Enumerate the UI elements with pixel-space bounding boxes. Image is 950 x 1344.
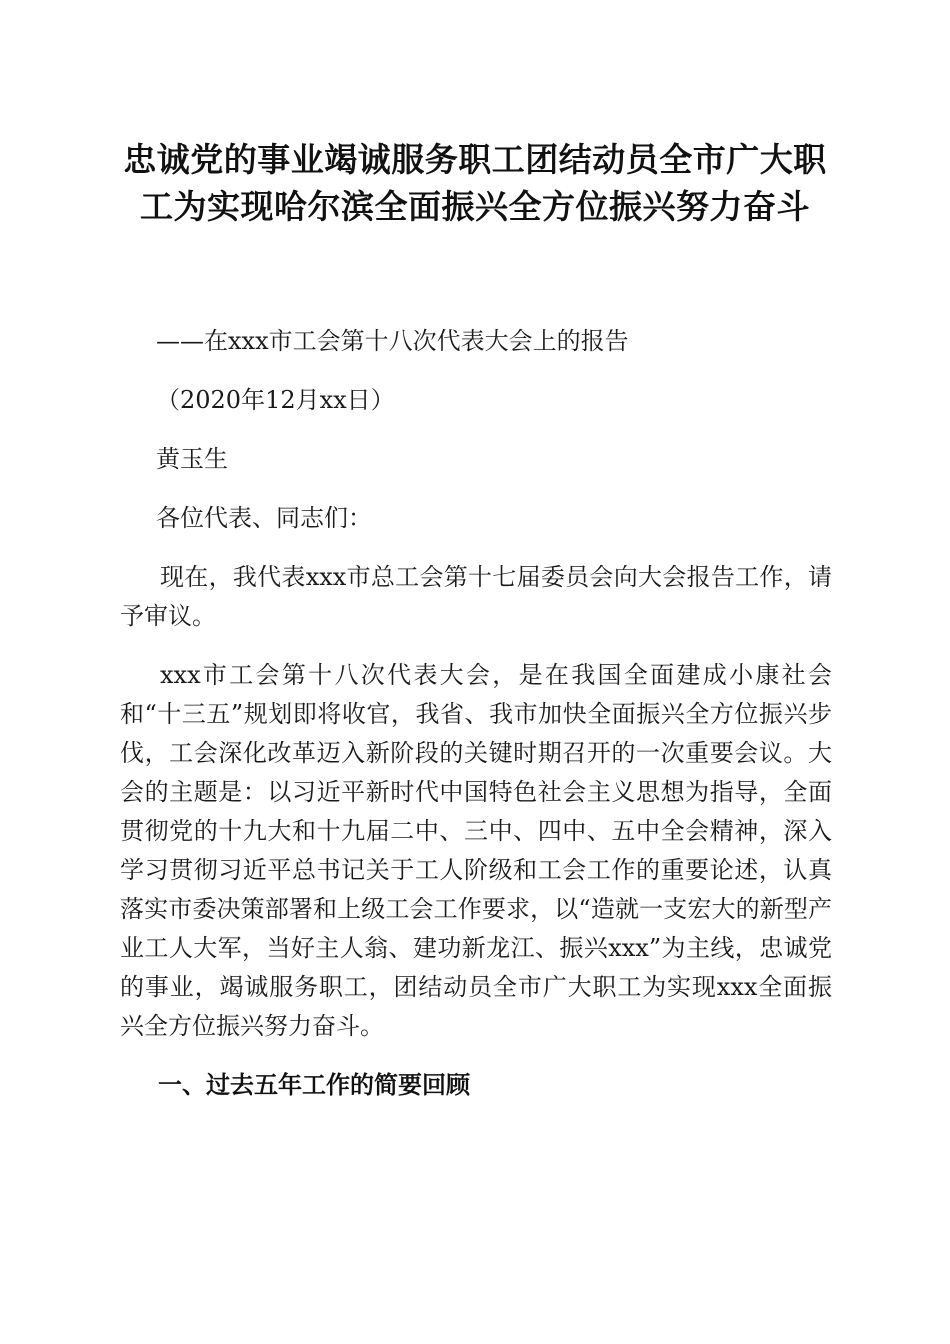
paragraph-opening: 现在，我代表xxx市总工会第十七届委员会向大会报告工作，请予审议。 xyxy=(120,563,832,630)
subtitle: ——在xxx市工会第十八次代表大会上的报告 xyxy=(156,327,629,355)
salutation: 各位代表、同志们： xyxy=(156,504,372,532)
paragraph-theme: xxx市工会第十八次代表大会，是在我国全面建成小康社会和“十三五”规划即将收官，我省、我市加快全面振兴全方位振兴步伐，工会深化改革迈入新阶段的关键时期召开的一次重要会议。大会的主题是：以习近平新时代中国特色社会主义思想为指导，全面贯彻党的十九大和十九届二中、三中、四中、五中全会精神，深入学习贯彻习近平总书记关于工人阶级和工会工作的重要论述，认真落实市委决策部署和上级工会工作要求，以“造就一支宏大的新型产业工人大军，当好主人翁、建功新龙江、振兴xxx”为主线，忠诚党的事业，竭诚服务职工，团结动员全市广大职工为实现xxx全面振兴全方位振兴努力奋斗。 xyxy=(120,661,832,1040)
report-date: （2020年12月xx日） xyxy=(156,386,395,414)
document-title: 忠诚党的事业竭诚服务职工团结动员全市广大职工为实现哈尔滨全面振兴全方位振兴努力奋斗 xyxy=(123,140,827,226)
author-name: 黄玉生 xyxy=(156,445,228,473)
section-heading: 一、过去五年工作的简要回顾 xyxy=(158,1071,470,1099)
document-body xyxy=(120,322,832,1105)
